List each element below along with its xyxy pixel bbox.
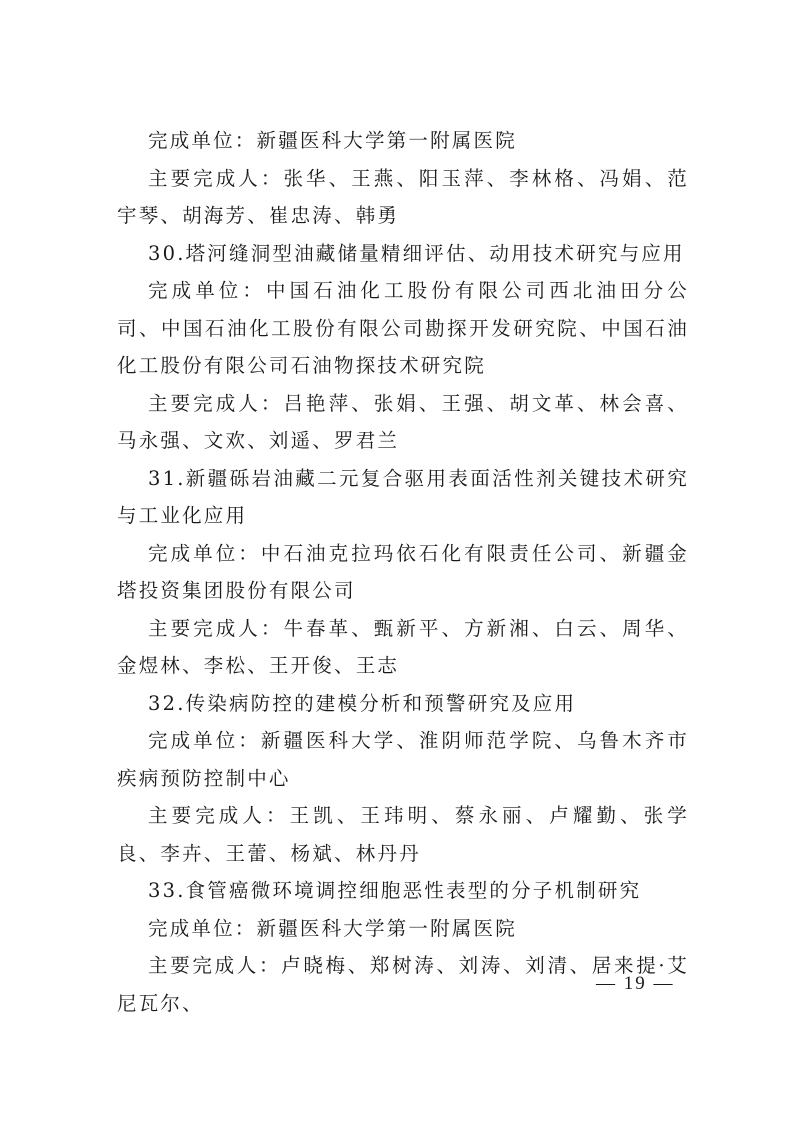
paragraph-main-contributors: 主要完成人：王凯、王玮明、蔡永丽、卢耀勤、张学良、李卉、王蕾、杨斌、林丹丹	[117, 804, 689, 865]
paragraph-main-contributors: 主要完成人：吕艳萍、张娟、王强、胡文革、林会喜、马永强、文欢、刘遥、罗君兰	[117, 391, 689, 452]
paragraph-project-title-32: 32.传染病防控的建模分析和预警研究及应用	[148, 691, 577, 715]
paragraph-main-contributors: 主要完成人：张华、王燕、阳玉萍、李林格、冯娟、范宇琴、胡海芳、崔忠涛、韩勇	[117, 166, 689, 227]
paragraph-main-contributors: 主要完成人：牛春革、甄新平、方新湘、白云、周华、金煜林、李松、王开俊、王志	[117, 616, 689, 677]
document-body	[117, 122, 689, 1022]
paragraph-completion-unit: 完成单位：新疆医科大学第一附属医院	[148, 129, 517, 152]
page-number: — 19 —	[596, 973, 675, 994]
paragraph-completion-unit: 完成单位：新疆医科大学、淮阴师范学院、乌鲁木齐市疾病预防控制中心	[117, 729, 689, 790]
paragraph-completion-unit: 完成单位：中石油克拉玛依石化有限责任公司、新疆金塔投资集团股份有限公司	[117, 541, 689, 602]
paragraph-project-title-33: 33.食管癌微环境调控细胞恶性表型的分子机制研究	[148, 879, 642, 902]
paragraph-completion-unit: 完成单位：新疆医科大学第一附属医院	[148, 916, 517, 940]
paragraph-project-title-30: 30.塔河缝洞型油藏储量精细评估、动用技术研究与应用	[148, 241, 685, 265]
paragraph-main-contributors: 主要完成人：卢晓梅、郑树涛、刘涛、刘清、居来提·艾尼瓦尔、	[117, 954, 689, 1015]
paragraph-project-title-31: 31.新疆砾岩油藏二元复合驱用表面活性剂关键技术研究与工业化应用	[117, 466, 689, 527]
paragraph-completion-unit: 完成单位：中国石油化工股份有限公司西北油田分公司、中国石油化工股份有限公司勘探开发研究院、中国石油化工股份有限公司石油物探技术研究院	[117, 279, 689, 377]
